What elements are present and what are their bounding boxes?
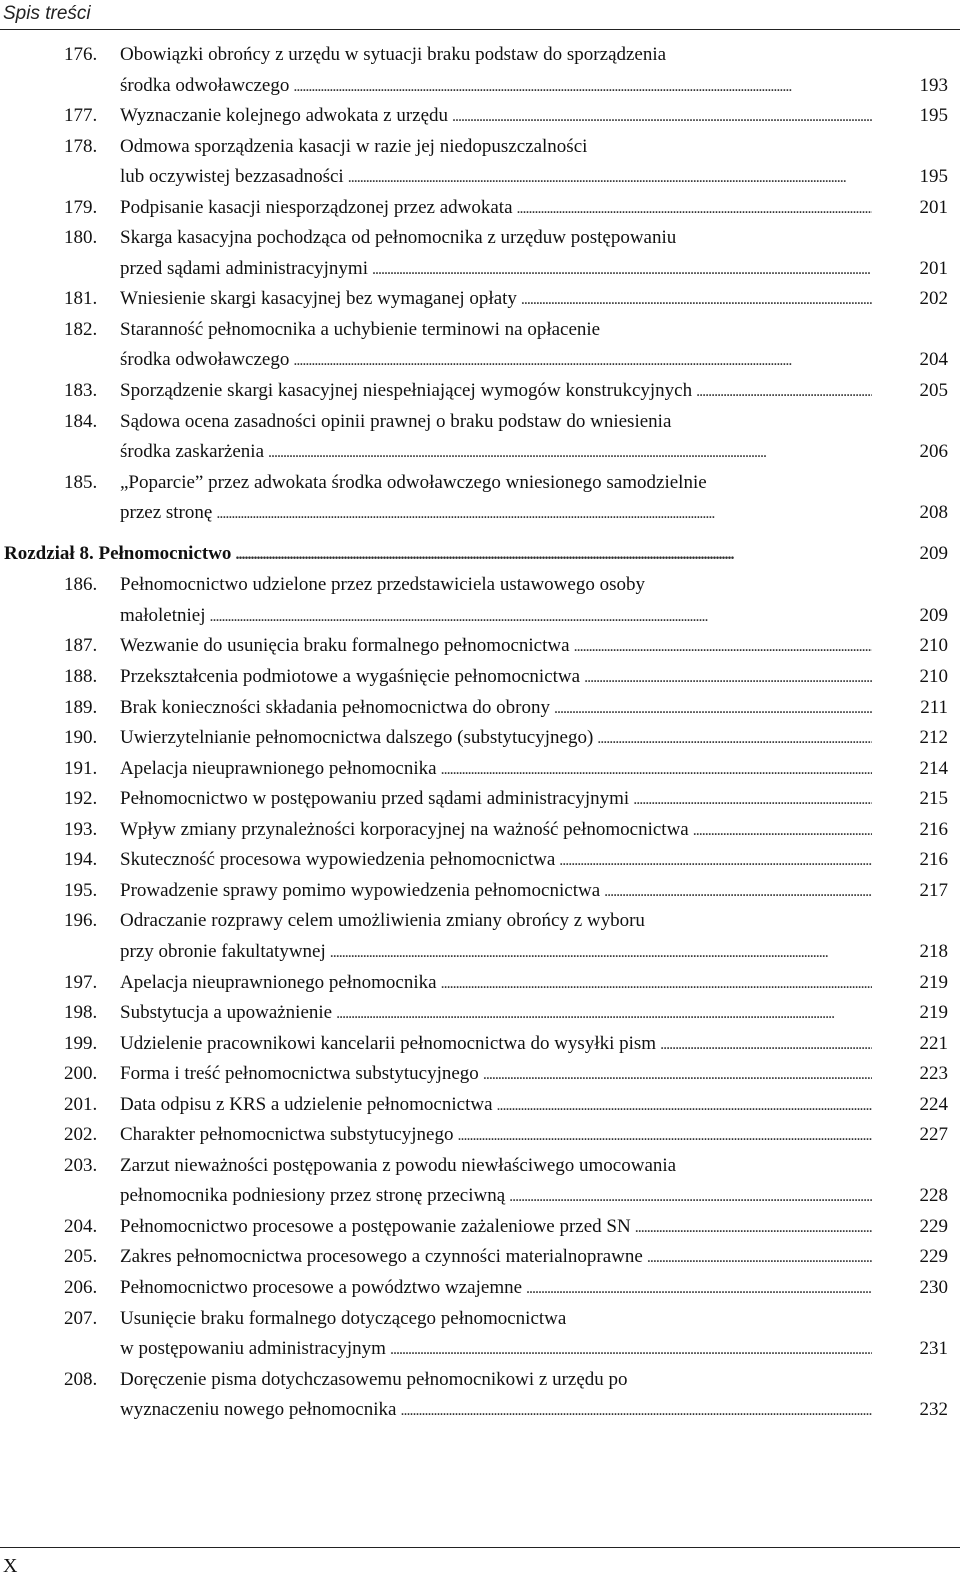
toc-page-number: 228 — [919, 1185, 948, 1207]
toc-entry-number: 193. — [64, 818, 98, 840]
chapter-title: Rozdział 8. Pełnomocnictwo — [4, 542, 232, 564]
dot-leader — [235, 539, 872, 570]
toc-entry[interactable] — [0, 631, 960, 662]
toc-page-number: 205 — [919, 380, 948, 402]
dot-leader — [390, 1334, 872, 1365]
toc-entry-title-line: „Poparcie” przez adwokata środka odwoławczego wniesionego samodzielnie — [120, 471, 707, 493]
toc-entry[interactable] — [0, 1273, 960, 1304]
toc-entry-title-line: Sądowa ocena zasadności opinii prawnej o braku podstaw do wniesienia — [120, 410, 672, 432]
dot-leader — [441, 968, 872, 999]
toc-entry-number: 186. — [64, 574, 98, 596]
dot-leader — [293, 345, 872, 376]
dot-leader — [216, 498, 872, 529]
toc-entry-number: 201. — [64, 1093, 98, 1115]
dot-leader — [348, 162, 872, 193]
toc-entry-title-line: Pełnomocnictwo procesowe a powództwo wzajemne — [120, 1277, 523, 1298]
toc-entry-title-line: wyznaczeniu nowego pełnomocnika — [120, 1399, 397, 1421]
toc-entry-title-line: Wezwanie do usunięcia braku formalnego pełnomocnictwa — [120, 635, 570, 657]
toc-entry-title-line: Prowadzenie sprawy pomimo wypowiedzenia pełnomocnictwa — [120, 879, 601, 901]
toc-entry-title-line: Wniesienie skargi kasacyjnej bez wymaganej opłaty — [120, 288, 517, 310]
toc-entry-title-line: Data odpisu z KRS a udzielenie pełnomocnictwa — [120, 1093, 493, 1115]
toc-entry-title-line: Pełnomocnictwo w postępowaniu przed sądami administracyjnymi — [120, 788, 630, 810]
toc-entry[interactable] — [0, 570, 960, 631]
dot-leader — [441, 754, 872, 785]
toc-page-number: 217 — [919, 879, 948, 901]
toc-entry[interactable] — [0, 815, 960, 846]
toc-entry[interactable] — [0, 784, 960, 815]
dot-leader — [660, 1029, 872, 1060]
toc-entry-title-line: Uwierzytelnianie pełnomocnictwa dalszego (substytucyjnego) — [120, 727, 594, 749]
toc-entry[interactable] — [0, 693, 960, 724]
dot-leader — [693, 815, 872, 846]
toc-entry[interactable] — [0, 906, 960, 967]
toc-entry[interactable] — [0, 468, 960, 529]
dot-leader — [559, 845, 872, 876]
dot-leader — [554, 693, 872, 724]
toc-page-number: 193 — [919, 74, 948, 96]
toc-entry-title-line: Pełnomocnictwo procesowe a postępowanie zażaleniowe przed SN — [120, 1215, 631, 1237]
toc-entry[interactable] — [0, 1242, 960, 1273]
toc-entry-title-line: Obowiązki obrońcy z urzędu w sytuacji braku podstaw do sporządzenia — [120, 44, 667, 65]
toc-entry-title-line: Charakter pełnomocnictwa substytucyjnego — [120, 1124, 454, 1146]
header-bar — [0, 0, 960, 30]
toc-entry-title-line: Podpisanie kasacji niesporządzonej przez adwokata — [120, 196, 513, 218]
toc-entry[interactable] — [0, 1365, 960, 1426]
toc-page-number: 211 — [920, 696, 948, 718]
toc-entry-title-line: Apelacja nieuprawnionego pełnomocnika — [120, 971, 437, 993]
header-title: Spis treści — [3, 3, 91, 24]
toc-entry[interactable] — [0, 1151, 960, 1212]
toc-entry-title-line: Odraczanie rozprawy celem umożliwienia zmiany obrońcy z wyboru — [120, 910, 645, 932]
toc-page-number: 230 — [919, 1277, 948, 1298]
dot-leader — [647, 1242, 872, 1273]
dot-leader — [635, 1212, 872, 1243]
toc-page-number: 206 — [919, 441, 948, 463]
toc-page-number: 195 — [919, 105, 948, 127]
toc-entry-number: 178. — [64, 135, 98, 157]
toc-entry-title-line: lub oczywistej bezzasadności — [120, 166, 344, 188]
toc-page-number: 201 — [919, 257, 948, 279]
dot-leader — [584, 662, 872, 693]
dot-leader — [521, 284, 872, 315]
toc-entry-number: 194. — [64, 849, 98, 871]
dot-leader — [597, 723, 872, 754]
toc-page-number: 208 — [919, 502, 948, 524]
toc-entry-title-line: pełnomocnika podniesiony przez stronę przeciwną — [120, 1185, 506, 1207]
toc-entry-title-line: Brak konieczności składania pełnomocnictwa do obrony — [120, 696, 551, 718]
toc-entry-number: 207. — [64, 1307, 98, 1329]
toc-entry-title-line: Substytucja a upoważnienie — [120, 1002, 333, 1024]
dot-leader — [293, 71, 872, 102]
toc-page-number: 210 — [919, 635, 948, 657]
dot-leader — [400, 1395, 872, 1426]
toc-entry-number: 200. — [64, 1063, 98, 1085]
toc-page-number: 227 — [919, 1124, 948, 1146]
toc-entry-number: 205. — [64, 1246, 98, 1268]
toc-entry[interactable] — [0, 1304, 960, 1365]
toc-entry-number: 192. — [64, 788, 98, 810]
toc-entry-title-line: Pełnomocnictwo udzielone przez przedstawiciela ustawowego osoby — [120, 574, 645, 596]
toc-entry-title-line: Przekształcenia podmiotowe a wygaśnięcie pełnomocnictwa — [120, 666, 581, 687]
toc-page-number: 218 — [919, 940, 948, 962]
toc-entry-number: 204. — [64, 1215, 98, 1237]
toc-entry[interactable] — [0, 101, 960, 132]
toc-entry-number: 195. — [64, 879, 98, 901]
toc-entry-number: 184. — [64, 410, 98, 432]
toc-page-number: 219 — [919, 1002, 948, 1024]
footer-bar — [0, 1547, 960, 1582]
toc-page-number: 216 — [919, 818, 948, 840]
toc-entry-title-line: w postępowaniu administracyjnym — [120, 1338, 386, 1360]
toc-entry-number: 187. — [64, 635, 98, 657]
toc-page-number: 219 — [919, 971, 948, 993]
dot-leader — [452, 101, 872, 132]
toc-page-number: 223 — [919, 1063, 948, 1085]
toc-page-number: 215 — [919, 788, 948, 810]
toc-entry-title-line: Usunięcie braku formalnego dotyczącego pełnomocnictwa — [120, 1307, 567, 1329]
toc-entry-number: 177. — [64, 105, 98, 127]
toc-entry-title-line: Zarzut nieważności postępowania z powodu niewłaściwego umocowania — [120, 1154, 677, 1176]
toc-page-number: 216 — [919, 849, 948, 871]
toc-entry-number: 203. — [64, 1154, 98, 1176]
dot-leader — [330, 937, 872, 968]
toc-entry-title-line: Doręczenie pisma dotychczasowemu pełnomocnikowi z urzędu po — [120, 1368, 628, 1390]
toc-entry-number: 190. — [64, 727, 98, 749]
dot-leader — [483, 1059, 872, 1090]
toc-entry[interactable] — [0, 845, 960, 876]
toc-entry-title-line: Sporządzenie skargi kasacyjnej niespełniającej wymogów konstrukcyjnych — [120, 380, 693, 402]
toc-chapter-heading[interactable] — [0, 539, 960, 570]
toc-entry[interactable] — [0, 1212, 960, 1243]
dot-leader — [336, 998, 872, 1029]
dot-leader — [633, 784, 872, 815]
toc-page-number: 202 — [919, 288, 948, 310]
toc-entry-title-line: Apelacja nieuprawnionego pełnomocnika — [120, 757, 437, 779]
toc-entry-number: 179. — [64, 196, 98, 218]
dot-leader — [457, 1120, 872, 1151]
toc-page-number: 224 — [919, 1093, 948, 1115]
toc-entry-title-line: Skarga kasacyjna pochodząca od pełnomocnika z urzęduw postępowaniu — [120, 227, 677, 249]
toc-entry-number: 182. — [64, 318, 98, 340]
toc-entry-number: 181. — [64, 288, 98, 310]
toc-entry[interactable] — [0, 1029, 960, 1060]
toc-entry-title-line: Skuteczność procesowa wypowiedzenia pełnomocnictwa — [120, 849, 556, 871]
toc-entry[interactable] — [0, 968, 960, 999]
toc-entry[interactable] — [0, 998, 960, 1029]
toc-entry[interactable] — [0, 315, 960, 376]
toc-entry-title-line: Zakres pełnomocnictwa procesowego a czynności materialnoprawne — [120, 1246, 643, 1268]
toc-entry[interactable] — [0, 1059, 960, 1090]
dot-leader — [209, 601, 872, 632]
dot-leader — [574, 631, 872, 662]
toc-entry[interactable] — [0, 754, 960, 785]
toc-entry-title-line: środka odwoławczego — [120, 349, 290, 371]
toc-entry-number: 206. — [64, 1277, 98, 1298]
toc-entry[interactable] — [0, 284, 960, 315]
toc-page-number: 204 — [919, 349, 948, 371]
toc-entry-title-line: Wpływ zmiany przynależności korporacyjnej na ważność pełnomocnictwa — [120, 818, 689, 840]
toc-entry-number: 199. — [64, 1032, 98, 1054]
toc-page-number: 214 — [919, 757, 948, 779]
toc-page-number: 209 — [919, 542, 948, 564]
toc-entry-number: 191. — [64, 757, 98, 779]
toc-entry-title-line: Udzielenie pracownikowi kancelarii pełnomocnictwa do wysyłki pism — [120, 1032, 657, 1054]
toc-page-number: 212 — [919, 727, 948, 749]
toc-page-number: 229 — [919, 1215, 948, 1237]
toc-entry-number: 188. — [64, 666, 98, 687]
dot-leader — [517, 193, 872, 224]
toc-entry-number: 176. — [64, 44, 98, 65]
toc-page-number: 201 — [919, 196, 948, 218]
toc-entry-title-line: środka zaskarżenia — [120, 441, 265, 463]
toc-entry-number: 185. — [64, 471, 98, 493]
toc-entry-title-line: przez stronę — [120, 502, 213, 524]
dot-leader — [509, 1181, 872, 1212]
toc-entry[interactable] — [0, 1090, 960, 1121]
toc-entry[interactable] — [0, 223, 960, 284]
toc-entry-title-line: Forma i treść pełnomocnictwa substytucyjnego — [120, 1063, 479, 1085]
toc-entry[interactable] — [0, 407, 960, 468]
dot-leader — [526, 1273, 872, 1304]
toc-entry-number: 208. — [64, 1368, 98, 1390]
toc-entry[interactable] — [0, 876, 960, 907]
toc-page-number: 195 — [919, 166, 948, 188]
toc-entry-number: 183. — [64, 380, 98, 402]
dot-leader — [497, 1090, 872, 1121]
dot-leader — [604, 876, 872, 907]
toc-entry-title-line: środka odwoławczego — [120, 74, 290, 96]
toc-entry-title-line: Wyznaczanie kolejnego adwokata z urzędu — [120, 105, 449, 127]
toc-page-number: 231 — [919, 1338, 948, 1360]
toc-entry-title-line: Staranność pełnomocnika a uchybienie terminowi na opłacenie — [120, 318, 601, 340]
toc-entry[interactable] — [0, 193, 960, 224]
toc-entry[interactable] — [0, 40, 960, 101]
toc-entry-title-line: przed sądami administracyjnymi — [120, 257, 368, 279]
toc-entry-number: 198. — [64, 1002, 98, 1024]
dot-leader — [696, 376, 872, 407]
toc-entry[interactable] — [0, 376, 960, 407]
toc-entry-number: 197. — [64, 971, 98, 993]
toc-entry-title-line: Odmowa sporządzenia kasacji w razie jej niedopuszczalności — [120, 135, 588, 157]
toc-entry[interactable] — [0, 1120, 960, 1151]
toc-entry[interactable] — [0, 723, 960, 754]
toc-entry-title-line: przy obronie fakultatywnej — [120, 940, 326, 962]
toc-page-number: 229 — [919, 1246, 948, 1268]
dot-leader — [372, 254, 872, 285]
toc-entry-number: 180. — [64, 227, 98, 249]
toc-entry-number: 189. — [64, 696, 98, 718]
toc-entry[interactable] — [0, 132, 960, 193]
toc-page-number: 210 — [919, 666, 948, 687]
footer-page-marker: X — [3, 1555, 18, 1577]
toc-entry[interactable] — [0, 662, 960, 693]
toc-page-number: 232 — [919, 1399, 948, 1421]
toc-entry-number: 196. — [64, 910, 98, 932]
toc-page-number: 209 — [919, 604, 948, 626]
toc-entry-number: 202. — [64, 1124, 98, 1146]
dot-leader — [268, 437, 872, 468]
toc-entry-title-line: małoletniej — [120, 604, 206, 626]
toc-page-number: 221 — [919, 1032, 948, 1054]
